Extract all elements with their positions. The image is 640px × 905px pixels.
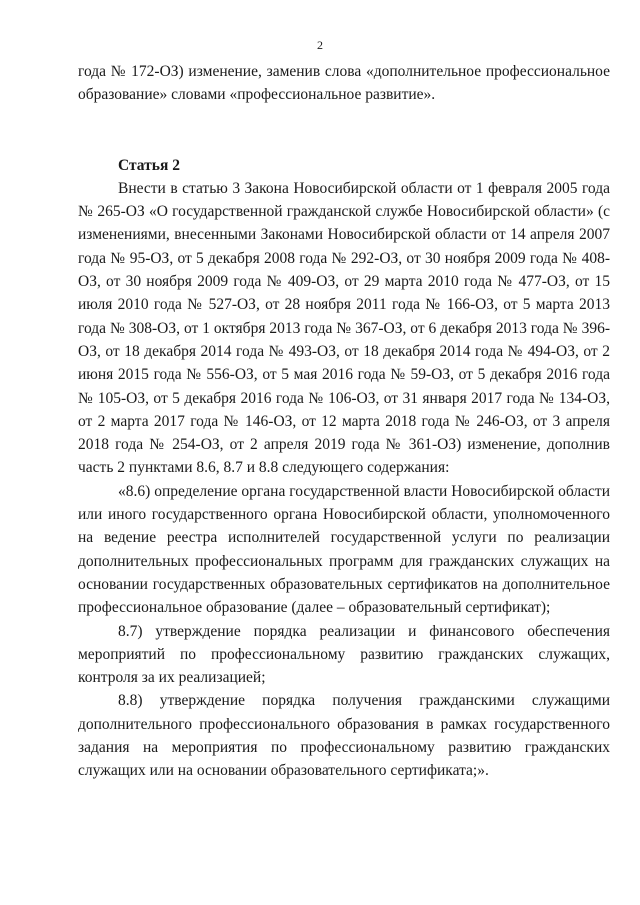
item-8-7: 8.7) утверждение порядка реализации и финансового обеспечения мероприятий по профессиональному развитию гражданских служащих, контроля за их реализацией; [78, 622, 610, 687]
article-paragraph: Внести в статью 3 Закона Новосибирской области от 1 февраля 2005 года № 265-ОЗ «О государственной гражданской службе Новосибирской области» (с изменениями, внесенными Законами Новосибирской области от 14 апреля 2007 года № 95-ОЗ, от 5 декабря 2008 года № 292-ОЗ, от 30 ноября 2009 года № 408-ОЗ, от 30 ноября 2009 года № 409-ОЗ, от 29 марта 2010 года № 477-ОЗ, от 15 июля 2010 года № 527-ОЗ, от 28 ноября 2011 года № 166-ОЗ, от 5 марта 2013 года № 308-ОЗ, от 1 октября 2013 года № 367-ОЗ, от 6 декабря 2013 года № 396-ОЗ, от 18 декабря 2014 года № 493-ОЗ, от 18 декабря 2014 года № 494-ОЗ, от 2 июня 2015 года № 556-ОЗ, от 5 мая 2016 года № 59-ОЗ, от 5 декабря 2016 года № 105-ОЗ, от 5 декабря 2016 года № 106-ОЗ, от 31 января 2017 года № 134-ОЗ, от 2 марта 2017 года № 146-ОЗ, от 12 марта 2018 года № 246-ОЗ, от 3 апреля 2018 года № 254-ОЗ, от 2 апреля 2019 года № 361-ОЗ) изменение, дополнив часть 2 пунктами 8.6, 8.7 и 8.8 следующего содержания: [78, 179, 610, 477]
item-8-6: «8.6) определение органа государственной власти Новосибирской области или иного государственного органа Новосибирской области, уполномоченного на ведение реестра исполнителей государственной услуги по реализации дополнительных профессиональных программ для гражданских служащих на основании государственных образовательных сертификатов на дополнительное профессиональное образование (далее – образовательный сертификат); [78, 482, 610, 617]
intro-paragraph: года № 172-ОЗ) изменение, заменив слова «дополнительное профессиональное образование» словами «профессиональное развитие». [78, 63, 610, 104]
spacer [78, 107, 610, 154]
article-heading: Статья 2 [118, 156, 180, 174]
page-number: 2 [317, 38, 323, 52]
item-8-8: 8.8) утверждение порядка получения гражданскими служащими дополнительного профессионального образования в рамках государственного задания на мероприятия по профессиональному развитию гражданских служащих или на основании образовательного сертификата;». [78, 692, 610, 780]
document-body [78, 60, 610, 783]
